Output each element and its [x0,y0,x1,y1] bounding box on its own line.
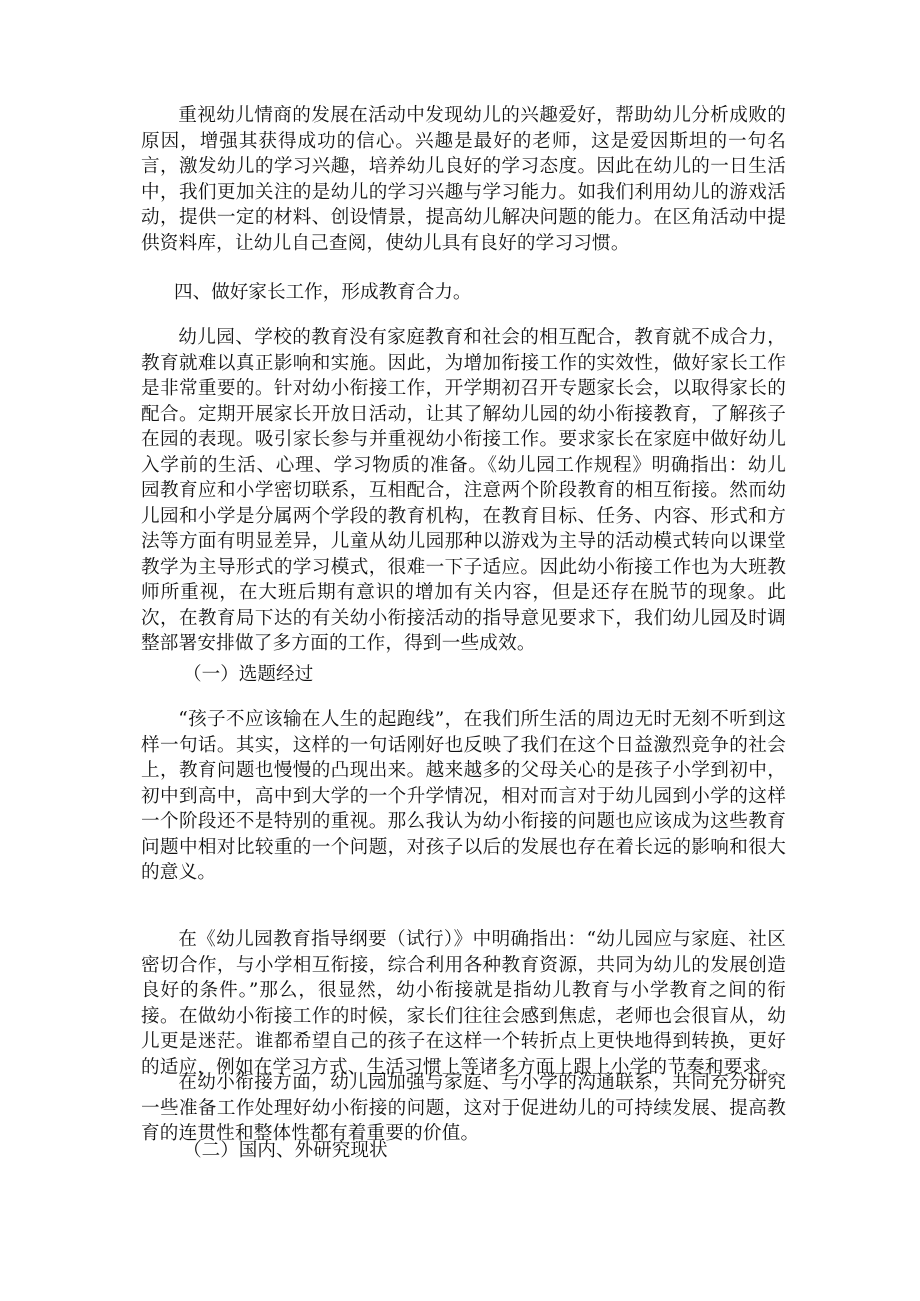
paragraph-interest-development: 重视幼儿情商的发展在活动中发现幼儿的兴趣爱好，帮助幼儿分析成败的原因，增强其获得成功的信心。兴趣是最好的老师，这是爱因斯坦的一句名言，激发幼儿的学习兴趣，培养幼儿良好的学习态度。因此在幼儿的一日生活中，我们更加关注的是幼儿的学习兴趣与学习能力。如我们利用幼儿的游戏活动，提供一定的材料、创设情景，提高幼儿解决问题的能力。在区角活动中提供资料库，让幼儿自己查阅，使幼儿具有良好的学习习惯。 [141,105,786,254]
section-heading-parent-work: 四、做好家长工作，形成教育合力。 [174,282,472,303]
paragraph-starting-line: “孩子不应该输在人生的起跑线”，在我们所生活的周边无时无刻不听到这样一句话。其实，这样的一句话刚好也反映了我们在这个日益激烈竞争的社会上，教育问题也慢慢的凸现出来。越来越多的父母关心的是孩子小学到初中，初中到高中，高中到大学的一个升学情况，相对而言对于幼儿园到小学的这样一个阶段还不是特别的重视。那么我认为幼小衔接的问题也应该成为这些教育问题中相对比较重的一个问题，对孩子以后的发展也存在着长远的影响和很大的意义。 [141,709,786,883]
paragraph-guideline-quote: 在《幼儿园教育指导纲要（试行）》中明确指出：“幼儿园应与家庭、社区密切合作，与小学相互衔接，综合利用各种教育资源，共同为幼儿的发展创造良好的条件。”那么，很显然，幼小衔接就是指幼儿教育与小学教育之间的衔接。在做幼小衔接工作的时候，家长们往往会感到焦虑，老师也会很盲从，幼儿更是迷茫。谁都希望自己的孩子在这样一个转折点上更快地得到转换，更好的适应，例如在学习方式、生活习惯上等诸多方面上跟上小学的节奏和要求。 [141,929,786,1078]
paragraph-parent-cooperation: 幼儿园、学校的教育没有家庭教育和社会的相互配合，教育就不成合力，教育就难以真正影响和实施。因此，为增加衔接工作的实效性，做好家长工作是非常重要的。针对幼小衔接工作，开学期初召开专题家长会，以取得家长的配合。定期开展家长开放日活动，让其了解幼儿园的幼小衔接教育，了解孩子在园的表现。吸引家长参与并重视幼小衔接工作。要求家长在家庭中做好幼儿入学前的生活、心理、学习物质的准备。《幼儿园工作规程》明确指出：幼儿园教育应和小学密切联系，互相配合，注意两个阶段教育的相互衔接。然而幼儿园和小学是分属两个学段的教育机构，在教育目标、任务、内容、形式和方法等方面有明显差异，儿童从幼儿园那种以游戏为主导的活动模式转向以课堂教学为主导形式的学习模式，很难一下子适应。因此幼小衔接工作也为大班教师所重视，在大班后期有意识的增加有关内容，但是还存在脱节的现象。此次，在教育局下达的有关幼小衔接活动的指导意见要求下，我们幼儿园及时调整部署安排做了多方面的工作，得到一些成效。 [141,327,786,654]
paragraph-communication: 在幼小衔接方面，幼儿园加强与家庭、与小学的沟通联系，共同充分研究一些准备工作处理好幼小衔接的问题，这对于促进幼儿的可持续发展、提高教育的连贯性和整体性都有着重要的价值。 [141,1072,786,1144]
subheading-research-status: （二）国内、外研究现状 [183,1140,388,1161]
subheading-topic-selection: （一）选题经过 [183,664,314,685]
